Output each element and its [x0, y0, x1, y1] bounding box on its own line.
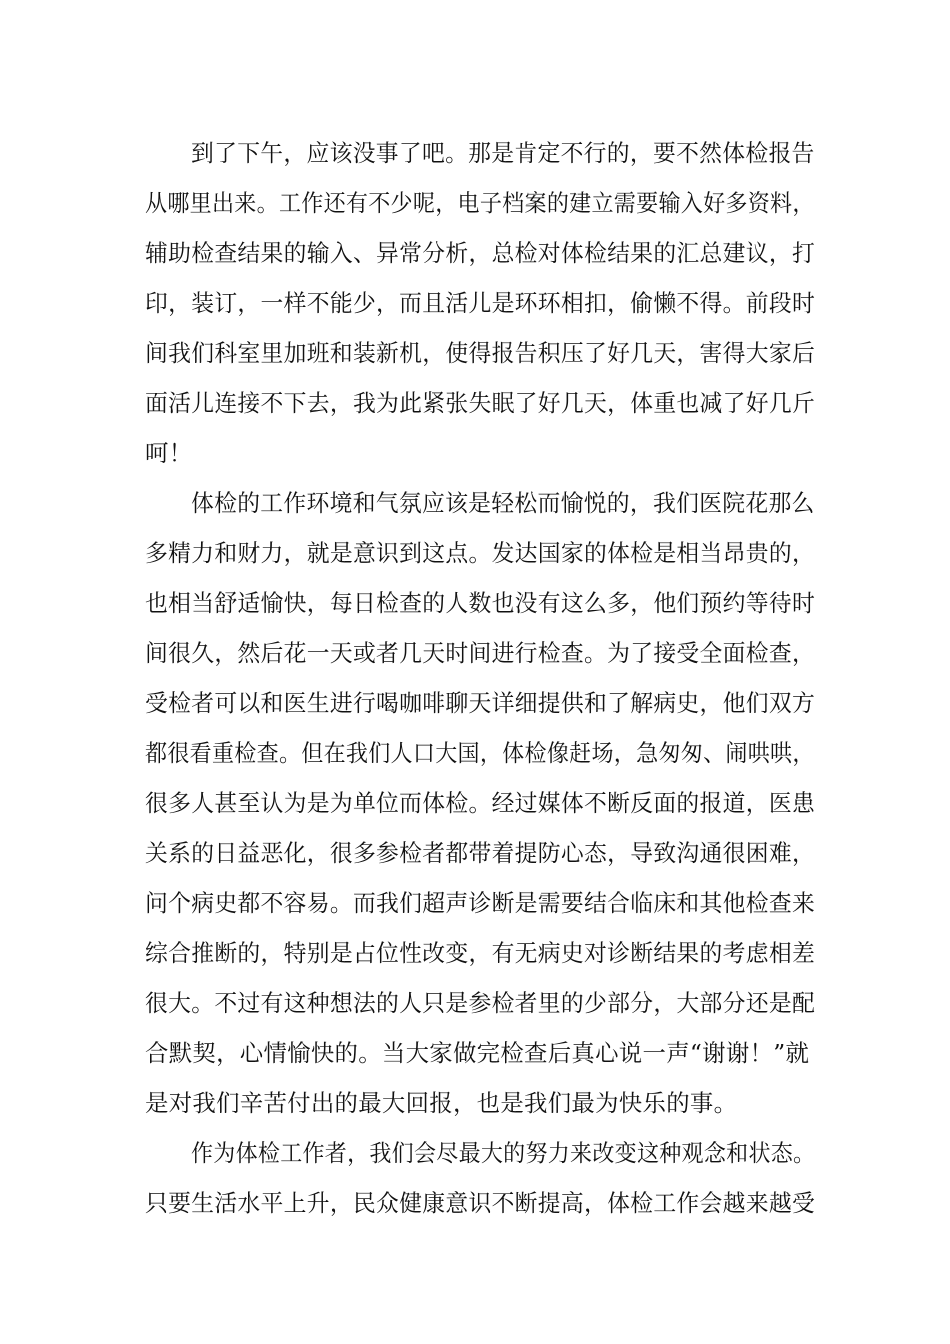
paragraph-2-line-13: 是对我们辛苦付出的最大回报，也是我们最为快乐的事。: [145, 1089, 738, 1117]
paragraph-2-line-11: 很大。不过有这种想法的人只是参检者里的少部分，大部分还是配: [145, 989, 816, 1017]
paragraph-2-line-8: 关系的日益恶化，很多参检者都带着提防心态，导致沟通很困难，: [145, 839, 816, 867]
paragraph-1-line-5: 间我们科室里加班和装新机，使得报告积压了好几天，害得大家后: [145, 339, 816, 367]
paragraph-3-line-1: 作为体检工作者，我们会尽最大的努力来改变这种观念和状态。: [191, 1139, 816, 1167]
paragraph-2-line-6: 都很看重检查。但在我们人口大国，体检像赶场，急匆匆、闹哄哄，: [145, 739, 815, 767]
paragraph-2-line-7: 很多人甚至认为是为单位而体检。经过媒体不断反面的报道，医患: [145, 789, 816, 817]
paragraph-1-line-3: 辅助检查结果的输入、异常分析，总检对体检结果的汇总建议，打: [145, 239, 816, 267]
paragraph-2-line-12: 合默契，心情愉快的。当大家做完检查后真心说一声“谢谢！”就: [145, 1039, 810, 1067]
paragraph-1-line-2: 从哪里出来。工作还有不少呢，电子档案的建立需要输入好多资料，: [145, 189, 815, 217]
paragraph-2-line-4: 间很久，然后花一天或者几天时间进行检查。为了接受全面检查，: [145, 639, 816, 667]
paragraph-1-line-7: 呵！: [145, 439, 193, 467]
paragraph-2-line-10: 综合推断的，特别是占位性改变，有无病史对诊断结果的考虑相差: [145, 939, 816, 967]
paragraph-1-line-1: 到了下午，应该没事了吧。那是肯定不行的，要不然体检报告: [191, 139, 815, 167]
paragraph-3-line-2: 只要生活水平上升，民众健康意识不断提高，体检工作会越来越受: [145, 1189, 816, 1217]
paragraph-1-line-6: 面活儿连接不下去，我为此紧张失眠了好几天，体重也减了好几斤: [145, 389, 816, 417]
paragraph-1-line-4: 印，装订，一样不能少，而且活儿是环环相扣，偷懒不得。前段时: [145, 289, 816, 317]
paragraph-2-line-5: 受检者可以和医生进行喝咖啡聊天详细提供和了解病史，他们双方: [145, 689, 816, 717]
paragraph-2-line-1: 体检的工作环境和气氛应该是轻松而愉悦的，我们医院花那么: [191, 489, 815, 517]
paragraph-2-line-3: 也相当舒适愉快，每日检查的人数也没有这么多，他们预约等待时: [145, 589, 816, 617]
paragraph-2-line-9: 问个病史都不容易。而我们超声诊断是需要结合临床和其他检查来: [145, 889, 816, 917]
paragraph-2-line-2: 多精力和财力，就是意识到这点。发达国家的体检是相当昂贵的，: [145, 539, 816, 567]
